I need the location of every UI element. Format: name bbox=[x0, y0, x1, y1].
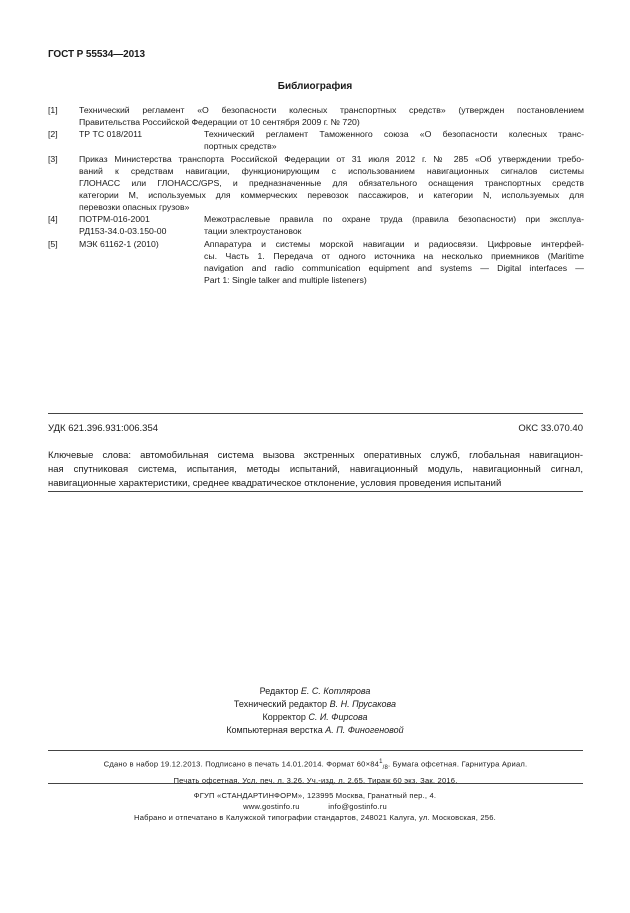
editor-role: Технический редактор bbox=[233, 699, 328, 709]
oks-code: ОКС 33.070.40 bbox=[518, 423, 583, 434]
editor-role: Компьютерная верстка bbox=[226, 725, 323, 735]
bibliography-entry-4 bbox=[48, 213, 584, 237]
editor-line bbox=[0, 685, 630, 698]
entry-text-line: сы. Часть 1. Передача от одного источника на несколько приемников (Maritime bbox=[204, 251, 584, 261]
imprint-bottom-divider bbox=[48, 783, 583, 784]
keywords-line: Ключевые слова: автомобильная система вызова экстренных оперативных служб, глобальная навигацион- bbox=[48, 450, 583, 461]
printer-info: Набрано и отпечатано в Калужской типографии стандартов, 248021 Калуга, ул. Московская, 256. bbox=[134, 813, 496, 822]
entry-code: РД153-34.0-03.150-00 bbox=[79, 226, 167, 236]
bibliography-entry-2 bbox=[48, 128, 584, 152]
editor-line bbox=[0, 724, 630, 737]
entry-text-line: тации электроустановок bbox=[204, 226, 302, 236]
entry-text-line: категории М, используемых для коммерческих перевозок пассажиров, и категории N, используемых для bbox=[79, 190, 584, 200]
bottom-divider bbox=[48, 491, 583, 492]
entry-text-line: Приказ Министерства транспорта Российской Федерации от 31 июля 2012 г. № 285 «Об утверждении требо- bbox=[79, 154, 584, 164]
imprint-line-1: Сдано в набор 19.12.2013. Подписано в печать 14.01.2014. Формат $60\times 84^1_{/8}$. Бумага офсетная. Гарнитура Ариал. bbox=[103, 759, 528, 772]
publisher-contacts bbox=[0, 801, 630, 812]
entry-text-line: Межотраслевые правила по охране труда (правила безопасности) при эксплуа- bbox=[204, 214, 584, 224]
entry-text-line: ГЛОНАСС или ГЛОНАСС/GPS, и предназначенные для обязательного оснащения транспортных средств bbox=[79, 178, 584, 188]
entry-text-line: Аппаратура и системы морской навигации и радиосвязи. Цифровые интерфей- bbox=[204, 239, 584, 249]
editor-role: Корректор bbox=[262, 712, 306, 722]
entry-number: [2] bbox=[48, 129, 58, 139]
editor-name: А. П. Финогеновой bbox=[325, 725, 404, 735]
keywords-line: ная спутниковая система, испытания, методы испытаний, навигационный модуль, навигационный сигнал, bbox=[48, 464, 583, 475]
keywords-paragraph bbox=[48, 449, 583, 491]
editor-line bbox=[0, 698, 630, 711]
publisher-block bbox=[0, 790, 630, 823]
document-code: ГОСТ Р 55534—2013 bbox=[48, 49, 145, 60]
editor-role: Редактор bbox=[259, 686, 299, 696]
entry-number: [1] bbox=[48, 105, 58, 115]
bibliography-entry-3 bbox=[48, 153, 584, 213]
publisher-email[interactable]: info@gostinfo.ru bbox=[328, 802, 387, 811]
keywords-line: навигационные характеристики, среднее квадратическое отклонение, условия проведения испытаний bbox=[48, 478, 502, 489]
entry-text-line: Правительства Российской Федерации от 10 сентября 2009 г. № 720) bbox=[79, 117, 360, 127]
editor-name: Е. С. Котлярова bbox=[300, 686, 371, 696]
editor-line bbox=[0, 711, 630, 724]
entry-number: [4] bbox=[48, 214, 58, 224]
publisher-website[interactable]: www.gostinfo.ru bbox=[243, 802, 300, 811]
bibliography-title: Библиография bbox=[277, 81, 353, 92]
entry-number: [5] bbox=[48, 239, 58, 249]
entry-code: ТР ТС 018/2011 bbox=[79, 129, 143, 139]
entry-number: [3] bbox=[48, 154, 58, 164]
entry-text-line: портных средств» bbox=[204, 141, 277, 151]
entry-text-line: перевозки опасных грузов» bbox=[79, 202, 190, 212]
entry-code: МЭК 61162-1 (2010) bbox=[79, 239, 159, 249]
publisher-address: ФГУП «СТАНДАРТИНФОРМ», 123995 Москва, Гранатный пер., 4. bbox=[193, 791, 437, 800]
bibliography-entry-1 bbox=[48, 104, 584, 128]
udk-code: УДК 621.396.931:006.354 bbox=[48, 423, 159, 434]
entry-text-line: Технический регламент «О безопасности колесных транспортных средств» (утвержден постановлением bbox=[79, 105, 584, 115]
imprint-line-2: Печать офсетная. Усл. печ. л. 3,26. Уч.-изд. л. 2,65. Тираж 60 экз. Зак. 2016. bbox=[173, 775, 458, 785]
imprint-block bbox=[48, 757, 583, 786]
entry-code: ПОТРМ-016-2001 bbox=[79, 214, 150, 224]
bibliography-entry-5 bbox=[48, 238, 584, 286]
entry-text-line: ваний к средствам навигации, функционирующим с использованием навигационных сигналов системы bbox=[79, 166, 584, 176]
entry-text-line: navigation and radio communication equipment and systems — Digital interfaces — bbox=[204, 263, 584, 273]
top-divider bbox=[48, 413, 583, 414]
editor-name: С. И. Фирсова bbox=[308, 712, 368, 722]
imprint-top-divider bbox=[48, 750, 583, 751]
entry-text-line: Part 1: Single talker and multiple listeners) bbox=[204, 275, 367, 285]
entry-text-line: Технический регламент Таможенного союза «О безопасности колесных транс- bbox=[204, 129, 584, 139]
editor-name: В. Н. Прусакова bbox=[329, 699, 397, 709]
editors-block bbox=[0, 685, 630, 737]
